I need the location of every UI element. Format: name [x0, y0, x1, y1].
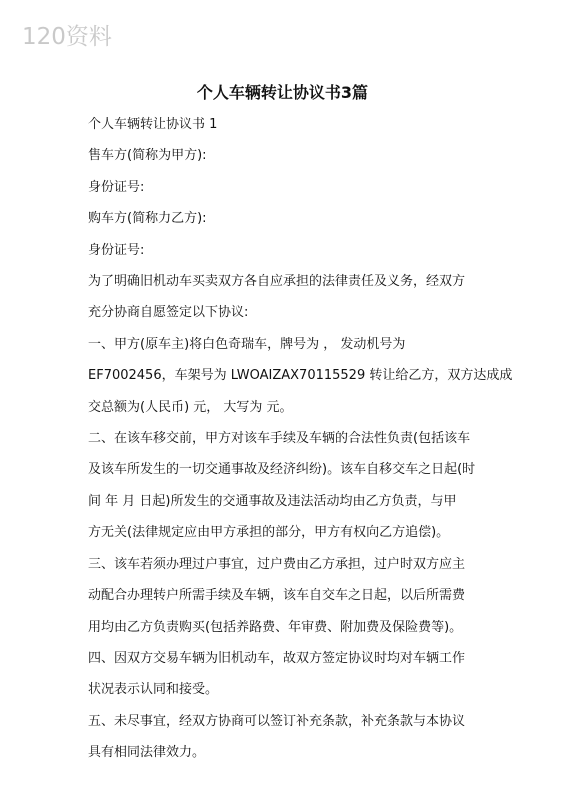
text-line: 一、甲方(原车主)将白色奇瑞车，牌号为 ， 发动机号为	[88, 336, 406, 352]
watermark: 120资料	[22, 24, 112, 50]
text-line: 购车方(简称力乙方):	[88, 211, 207, 227]
text-line: 具有相同法律效力。	[88, 745, 206, 761]
text-line: 状况表示认同和接受。	[88, 682, 219, 698]
text-line: 三、该车若须办理过户事宜，过户费由乙方承担，过户时双方应主	[88, 556, 466, 572]
text-line: 充分协商自愿签定以下协议:	[88, 305, 249, 321]
text-line: 间 年 月 日起)所发生的交通事故及违法活动均由乙方负责，与甲	[88, 493, 457, 509]
document-title: 个人车辆转让协议书3篇	[196, 83, 369, 102]
text-line: 二、在该车移交前，甲方对该车手续及车辆的合法性负责(包括该车	[88, 431, 471, 447]
text-line: 为了明确旧机动车买卖双方各自应承担的法律责任及义务，经双方	[88, 274, 466, 290]
text-line: 个人车辆转让协议书 1	[88, 117, 218, 132]
text-line: 五、未尽事宜，经双方协商可以签订补充条款，补充条款与本协议	[88, 713, 466, 729]
text-line: EF7002456，车架号为 LWOAIZAX70115529 转让给乙方，双方达成成	[88, 368, 513, 384]
text-line: 身份证号:	[88, 242, 145, 258]
document-body	[88, 109, 513, 769]
text-line: 交总额为(人民币) 元， 大写为 元。	[88, 399, 293, 415]
text-line: 身份证号:	[88, 179, 145, 195]
text-line: 动配合办理转户所需手续及车辆，该车自交车之日起，以后所需费	[88, 588, 466, 604]
text-line: 售车方(简称为甲方):	[88, 148, 207, 164]
text-line: 用均由乙方负责购买(包括养路费、年审费、附加费及保险费等)。	[88, 619, 463, 635]
text-line: 四、因双方交易车辆为旧机动车，故双方签定协议时均对车辆工作	[88, 650, 466, 666]
text-line: 方无关(法律规定应由甲方承担的部分，甲方有权向乙方追偿)。	[88, 525, 450, 541]
text-line: 及该车所发生的一切交通事故及经济纠纷)。该车自移交车之日起(时	[88, 462, 476, 478]
